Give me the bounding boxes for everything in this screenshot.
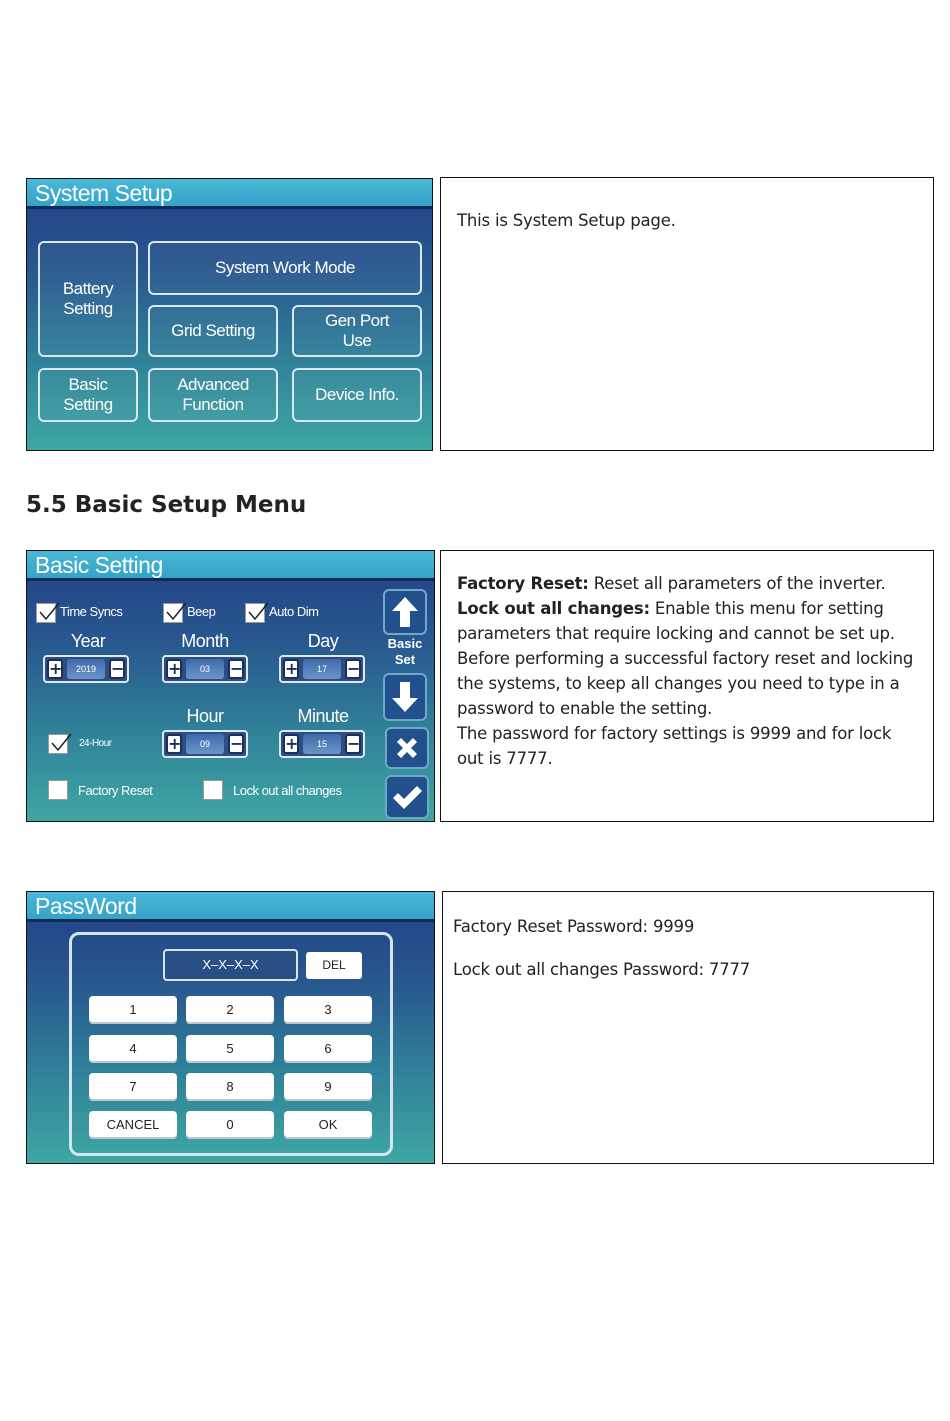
- key-9[interactable]: 9: [284, 1073, 372, 1101]
- key-2[interactable]: 2: [186, 996, 274, 1024]
- grid-setting-button[interactable]: [148, 305, 278, 357]
- key-0[interactable]: 0: [186, 1111, 274, 1139]
- factory-reset-password-label: Factory Reset Password:: [453, 917, 648, 936]
- minute-plus-button[interactable]: +: [285, 734, 299, 753]
- basic-setting-title: Basic Setting: [27, 551, 434, 581]
- checkmark-icon: [38, 601, 60, 623]
- minute-value[interactable]: 15: [303, 734, 341, 754]
- lock-out-term: Lock out all changes:: [457, 599, 650, 618]
- basic-set-label: Basic Set: [387, 636, 423, 667]
- key-4[interactable]: 4: [89, 1035, 177, 1063]
- minute-label: Minute: [297, 706, 349, 726]
- factory-reset-description: [457, 571, 917, 596]
- system-setup-description: This is System Setup page.: [457, 211, 676, 230]
- section-heading: 5.5 Basic Setup Menu: [26, 492, 307, 518]
- delete-button[interactable]: DEL: [306, 952, 362, 979]
- lock-out-password-value: 7777: [708, 960, 751, 979]
- day-value[interactable]: 17: [303, 659, 341, 679]
- lock-out-password-line: [453, 957, 923, 982]
- key-8[interactable]: 8: [186, 1073, 274, 1101]
- checkmark-icon: [50, 732, 72, 754]
- battery-setting-button[interactable]: [38, 241, 138, 357]
- month-minus-button[interactable]: −: [230, 659, 244, 678]
- auto-dim-checkbox[interactable]: [245, 603, 265, 623]
- key-7[interactable]: 7: [89, 1073, 177, 1101]
- beep-checkbox[interactable]: [163, 603, 183, 623]
- password-note: The password for factory settings is 9999 and for lock out is 7777.: [457, 724, 892, 768]
- advanced-function-button[interactable]: [148, 368, 278, 422]
- basic-setting-label: Basic Setting: [63, 375, 113, 414]
- hour-label: Hour: [186, 706, 224, 726]
- close-icon: [392, 733, 422, 763]
- key-6[interactable]: 6: [284, 1035, 372, 1063]
- time-syncs-label: Time Syncs: [60, 604, 123, 619]
- device-info-button[interactable]: [292, 368, 422, 422]
- cancel-button[interactable]: [385, 727, 429, 769]
- lock-out-password-label: Lock out all changes Password:: [453, 960, 704, 979]
- keypad-cancel-button[interactable]: CANCEL: [89, 1111, 177, 1139]
- key-5[interactable]: 5: [186, 1035, 274, 1063]
- month-value[interactable]: 03: [186, 659, 224, 679]
- basic-setting-button[interactable]: [38, 368, 138, 422]
- factory-reset-term: Factory Reset:: [457, 574, 589, 593]
- arrow-up-icon: [390, 595, 420, 629]
- hour-minus-button[interactable]: −: [230, 734, 244, 753]
- minute-stepper: [279, 730, 365, 758]
- gen-port-use-label: Gen Port Use: [324, 311, 390, 350]
- beep-label: Beep: [187, 604, 216, 619]
- password-title: PassWord: [27, 892, 434, 922]
- lock-out-description: [457, 596, 917, 721]
- 24-hour-label: 24-Hour: [79, 738, 112, 749]
- year-label: Year: [70, 631, 106, 651]
- page-down-button[interactable]: [383, 673, 427, 721]
- system-setup-title: System Setup: [27, 179, 432, 209]
- basic-setting-screen: [26, 550, 435, 822]
- year-value[interactable]: 2019: [67, 659, 105, 679]
- arrow-down-icon: [390, 680, 420, 714]
- factory-reset-password-value: 9999: [652, 917, 695, 936]
- system-setup-description-box: [440, 177, 934, 451]
- gen-port-use-button[interactable]: [292, 305, 422, 357]
- minute-minus-button[interactable]: −: [347, 734, 361, 753]
- password-description-box: [442, 891, 934, 1164]
- day-plus-button[interactable]: +: [285, 659, 299, 678]
- basic-setting-description-box: [440, 550, 934, 822]
- factory-reset-checkbox[interactable]: [48, 780, 68, 800]
- confirm-button[interactable]: [385, 775, 429, 819]
- system-work-mode-button[interactable]: [148, 241, 422, 295]
- checkmark-icon: [165, 601, 187, 623]
- battery-setting-label: Battery Setting: [62, 279, 114, 318]
- year-stepper: [43, 655, 129, 683]
- hour-plus-button[interactable]: +: [168, 734, 182, 753]
- hour-value[interactable]: 09: [186, 734, 224, 754]
- system-setup-screen: [26, 178, 433, 451]
- month-label: Month: [181, 631, 229, 651]
- lock-out-checkbox[interactable]: [203, 780, 223, 800]
- factory-reset-text: Reset all parameters of the inverter.: [588, 574, 886, 593]
- day-label: Day: [307, 631, 339, 651]
- checkmark-icon: [391, 783, 423, 811]
- month-plus-button[interactable]: +: [168, 659, 182, 678]
- hour-stepper: [162, 730, 248, 758]
- key-3[interactable]: 3: [284, 996, 372, 1024]
- lock-out-text: Enable this menu for setting parameters that require locking and cannot be set up. Before performing a successful factory reset and locking the systems, to keep all changes you need to type in a password to enable the setting.: [457, 599, 914, 718]
- auto-dim-label: Auto Dim: [269, 604, 319, 619]
- year-plus-button[interactable]: +: [49, 659, 63, 678]
- 24-hour-checkbox[interactable]: [48, 734, 68, 754]
- password-screen: [26, 891, 435, 1164]
- system-work-mode-label: System Work Mode: [214, 258, 355, 277]
- password-display[interactable]: X–X–X–X: [163, 949, 298, 981]
- day-stepper: [279, 655, 365, 683]
- year-minus-button[interactable]: −: [111, 659, 125, 678]
- factory-reset-label: Factory Reset: [78, 783, 153, 798]
- time-syncs-checkbox[interactable]: [36, 603, 56, 623]
- advanced-function-label: Advanced Function: [177, 375, 249, 414]
- factory-reset-password-line: [453, 914, 923, 939]
- page-up-button[interactable]: [383, 589, 427, 635]
- key-1[interactable]: 1: [89, 996, 177, 1024]
- day-minus-button[interactable]: −: [347, 659, 361, 678]
- lock-out-label: Lock out all changes: [233, 783, 342, 798]
- keypad-ok-button[interactable]: OK: [284, 1111, 372, 1139]
- device-info-label: Device Info.: [315, 385, 399, 404]
- grid-setting-label: Grid Setting: [171, 321, 255, 340]
- month-stepper: [162, 655, 248, 683]
- checkmark-icon: [247, 601, 269, 623]
